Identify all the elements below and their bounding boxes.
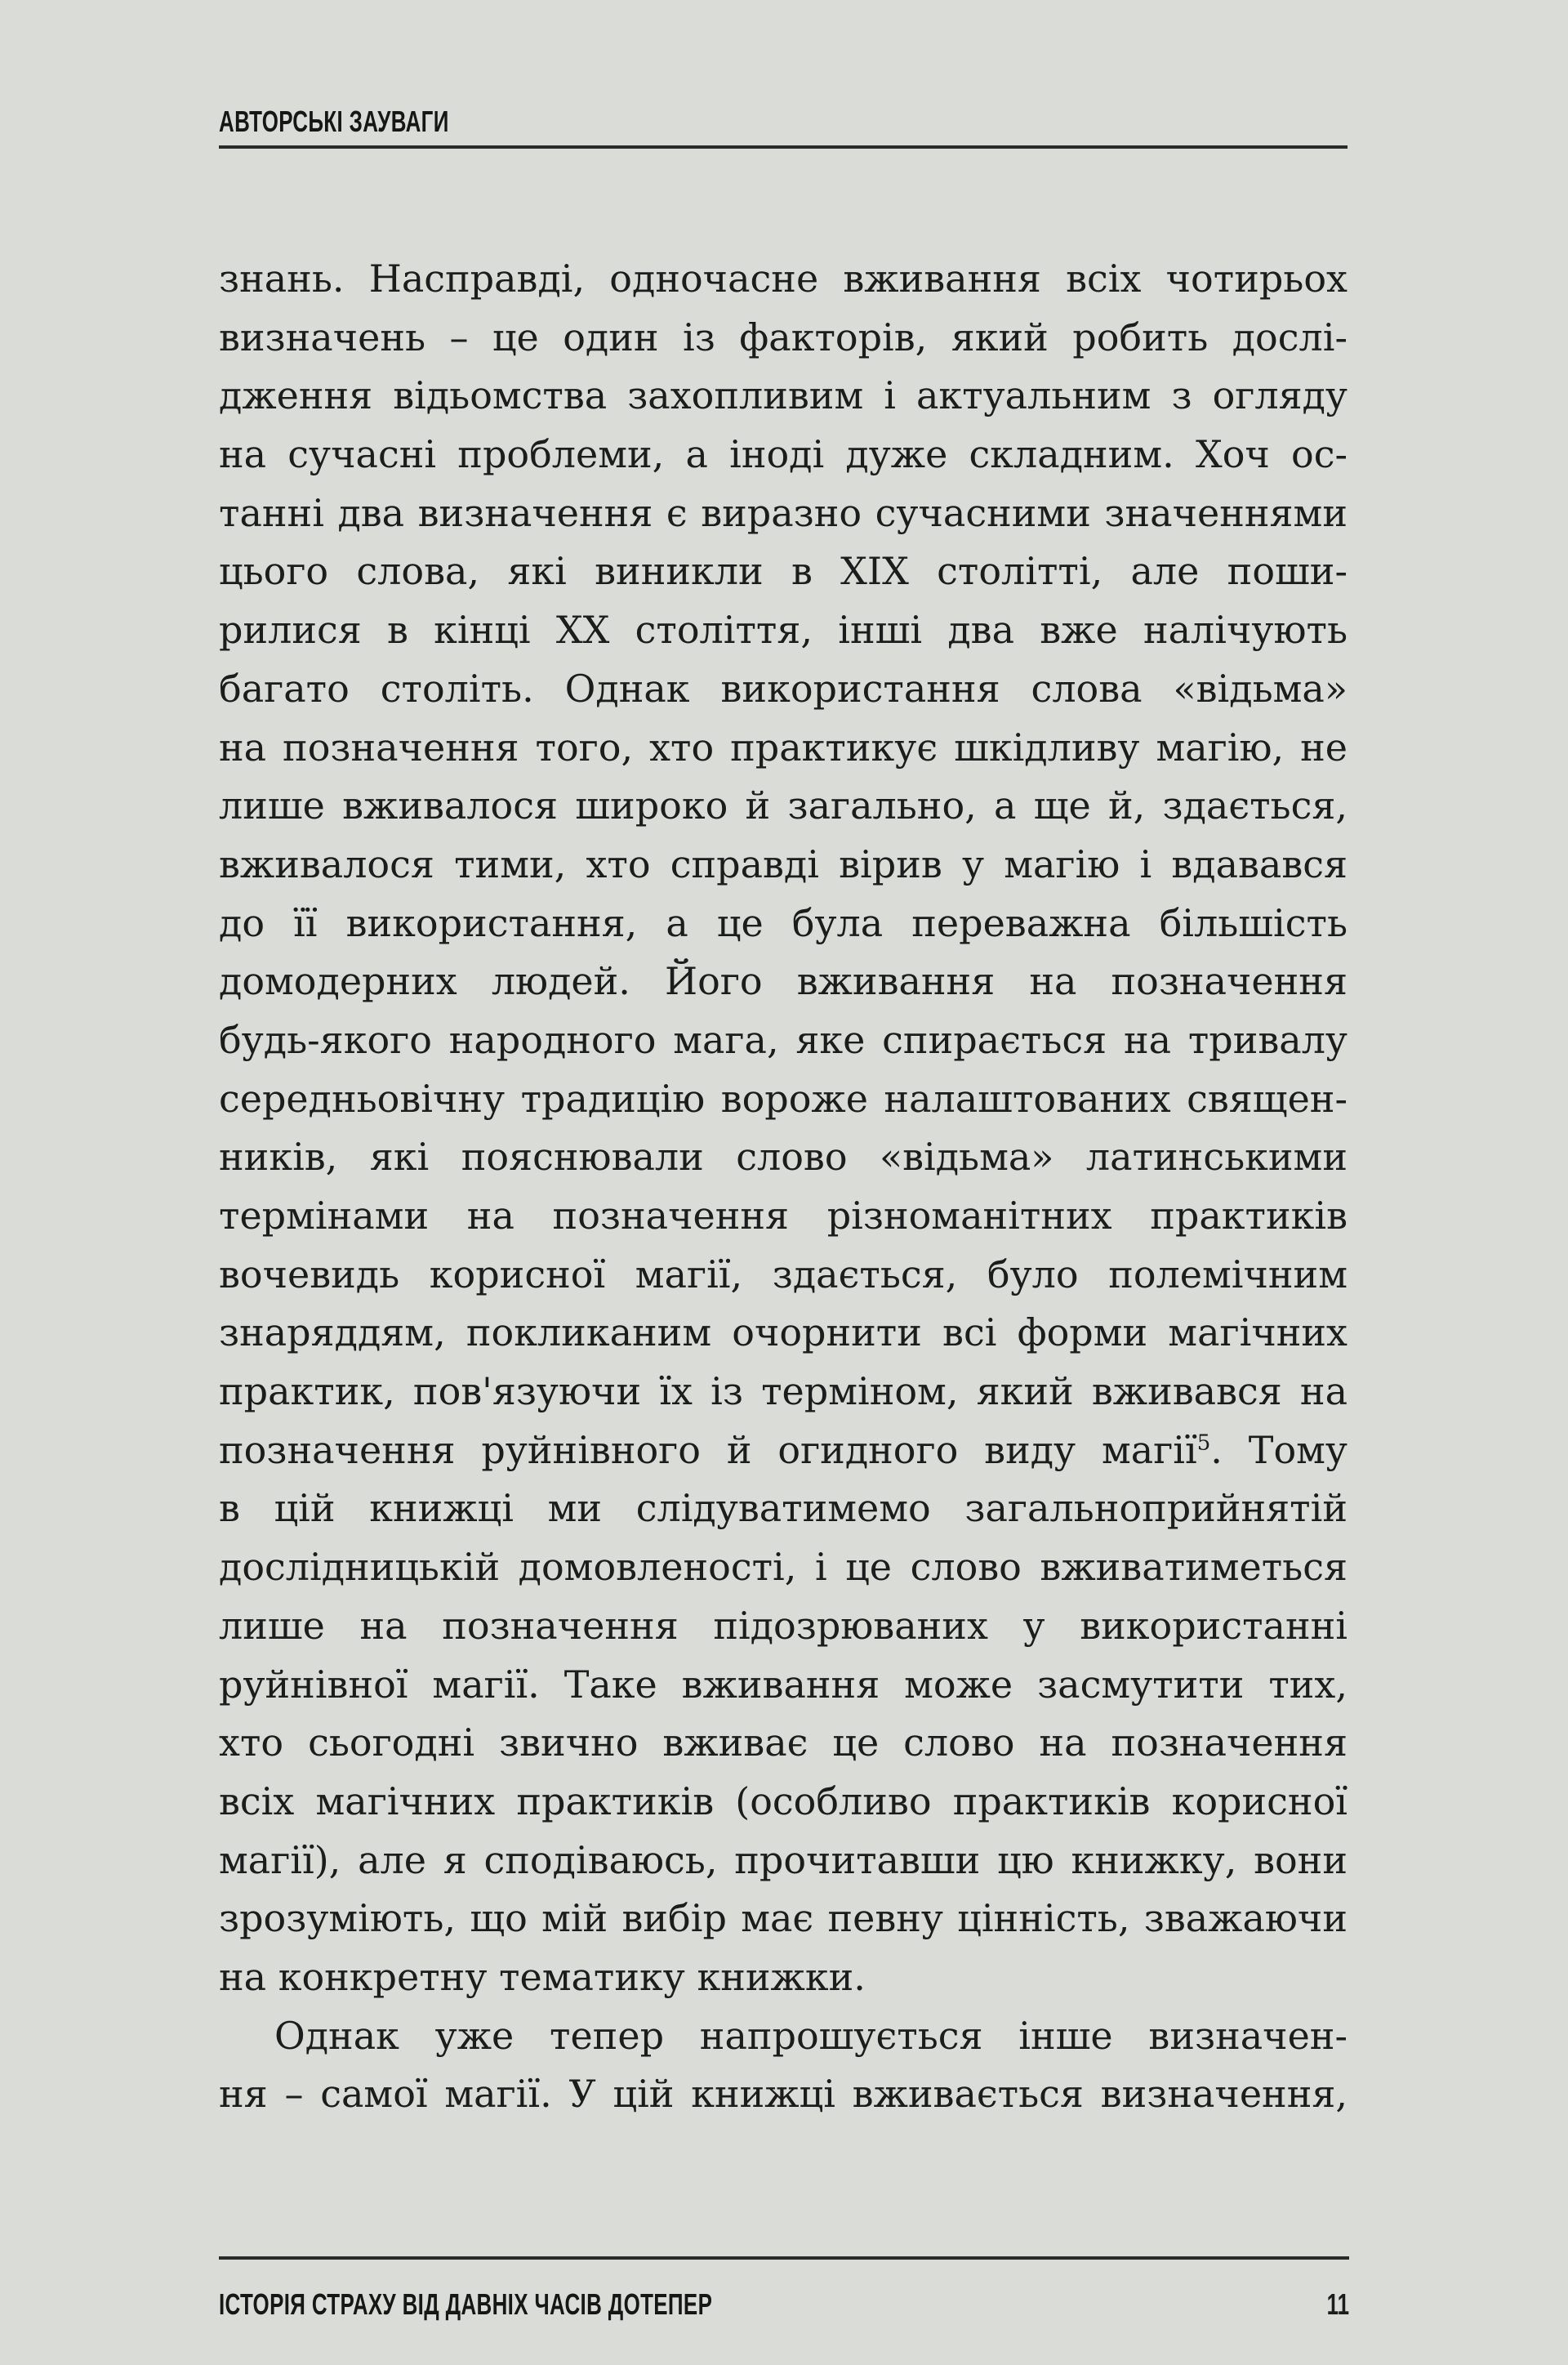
text-line (219, 1128, 1348, 1187)
text-line (219, 1890, 1348, 1948)
text-line (219, 1832, 1348, 1890)
text-line (219, 2065, 1348, 2124)
text-line (219, 1421, 1348, 1480)
text-line-content: дження відьомства захопливим і актуальним з огляду (219, 373, 1348, 418)
text-line-content: рилися в кінці XX століття, інші два вже налічують (219, 608, 1348, 653)
running-header: АВТОРСЬКІ ЗАУВАГИ (219, 105, 449, 138)
text-line-content: Однак уже тепер напрошується інше визначен- (274, 2013, 1348, 2058)
text-line (219, 660, 1348, 719)
text-line-content: до її використання, а це була переважна більшість (219, 900, 1348, 945)
text-line (219, 953, 1348, 1011)
footer-rule (219, 2256, 1349, 2260)
text-line-content: домодерних людей. Його вживання на позначення (219, 959, 1348, 1004)
body-text (219, 250, 1348, 2124)
text-line (219, 542, 1348, 601)
text-line (219, 1304, 1348, 1363)
text-line-content: термінами на позначення різноманітних практиків (219, 1194, 1348, 1238)
text-line-content: зрозуміють, що мій вибір має певну цінність, зважаючи (219, 1896, 1348, 1941)
text-line-content: на сучасні проблеми, а іноді дуже складним. Хоч ос- (219, 432, 1348, 477)
running-footer: ІСТОРІЯ СТРАХУ ВІД ДАВНІХ ЧАСІВ ДОТЕПЕР (219, 2287, 713, 2321)
header-rule (219, 145, 1348, 149)
text-line (219, 1479, 1348, 1538)
text-line-content: в цій книжці ми слідуватимемо загальноприйнятій (219, 1486, 1348, 1531)
text-line (219, 1773, 1348, 1832)
text-line (219, 1714, 1348, 1773)
text-line (219, 484, 1348, 543)
text-line (219, 426, 1348, 484)
page-number: 11 (1326, 2287, 1349, 2321)
text-line (219, 1187, 1348, 1246)
text-line-content: магії), але я сподіваюсь, прочитавши цю книжку, вони (219, 1837, 1348, 1882)
text-line (219, 1597, 1348, 1656)
text-line (219, 1246, 1348, 1305)
text-line-content: цього слова, які виникли в XIX столітті, але поши- (219, 549, 1348, 594)
text-line-content: ня – самої магії. У цій книжці вживається визначення, (219, 2072, 1348, 2117)
text-line (219, 309, 1348, 368)
text-line (219, 601, 1348, 660)
text-line (219, 1070, 1348, 1129)
text-line-content: ників, які пояснювали слово «відьма» латинськими (219, 1135, 1348, 1180)
text-line-content: вживалося тими, хто справді вірив у магію і вдавався (219, 841, 1348, 886)
text-line (219, 1538, 1348, 1597)
text-line-content: лише вживалося широко й загально, а ще й, здається, (219, 783, 1348, 828)
text-line (219, 2007, 1348, 2066)
text-line (219, 1011, 1348, 1070)
text-line (219, 1363, 1348, 1421)
text-line-content: середньовічну традицію вороже налаштованих священ- (219, 1076, 1348, 1121)
text-line-content: знаряддям, покликаним очорнити всі форми магічних (219, 1310, 1348, 1355)
text-line-content: будь-якого народного мага, яке спирається на тривалу (219, 1017, 1348, 1062)
footnote-line (219, 1428, 1348, 1472)
text-line-content: дослідницькій домовленості, і це слово вживатиметься (219, 1545, 1348, 1590)
text-line-content: лише на позначення підозрюваних у використанні (219, 1603, 1348, 1648)
text-line-content: позначення руйнівного й огидного виду магії (219, 1427, 1197, 1472)
text-line (219, 1948, 1348, 2007)
text-line-content: хто сьогодні звично вживає це слово на позначення (219, 1720, 1348, 1765)
text-line-tail: . Тому (1210, 1427, 1348, 1472)
text-line (219, 1656, 1348, 1715)
text-line (219, 250, 1348, 309)
text-line-content: танні два визначення є виразно сучасними значеннями (219, 490, 1348, 535)
text-line-content: багато століть. Однак використання слова «відьма» (219, 666, 1348, 711)
text-line-content: практик, пов'язуючи їх із терміном, який вживався на (219, 1369, 1348, 1414)
text-line-content: визначень – це один із факторів, який робить дослі- (219, 315, 1348, 359)
text-line-content: вочевидь корисної магії, здається, було полемічним (219, 1252, 1348, 1296)
text-line-content: на позначення того, хто практикує шкідливу магію, не (219, 725, 1348, 770)
text-line (219, 777, 1348, 836)
text-line-content: руйнівної магії. Таке вживання може засмутити тих, (219, 1662, 1348, 1707)
text-line (219, 836, 1348, 895)
text-line (219, 367, 1348, 426)
text-line-content: всіх магічних практиків (особливо практиків корисної (219, 1778, 1348, 1823)
text-line-content: знань. Насправді, одночасне вживання всіх чотирьох (219, 257, 1348, 301)
text-line (219, 719, 1348, 778)
text-line (219, 895, 1348, 953)
text-line-content: на конкретну тематику книжки. (219, 1954, 866, 1999)
footnote-reference[interactable]: 5 (1196, 1430, 1211, 1456)
